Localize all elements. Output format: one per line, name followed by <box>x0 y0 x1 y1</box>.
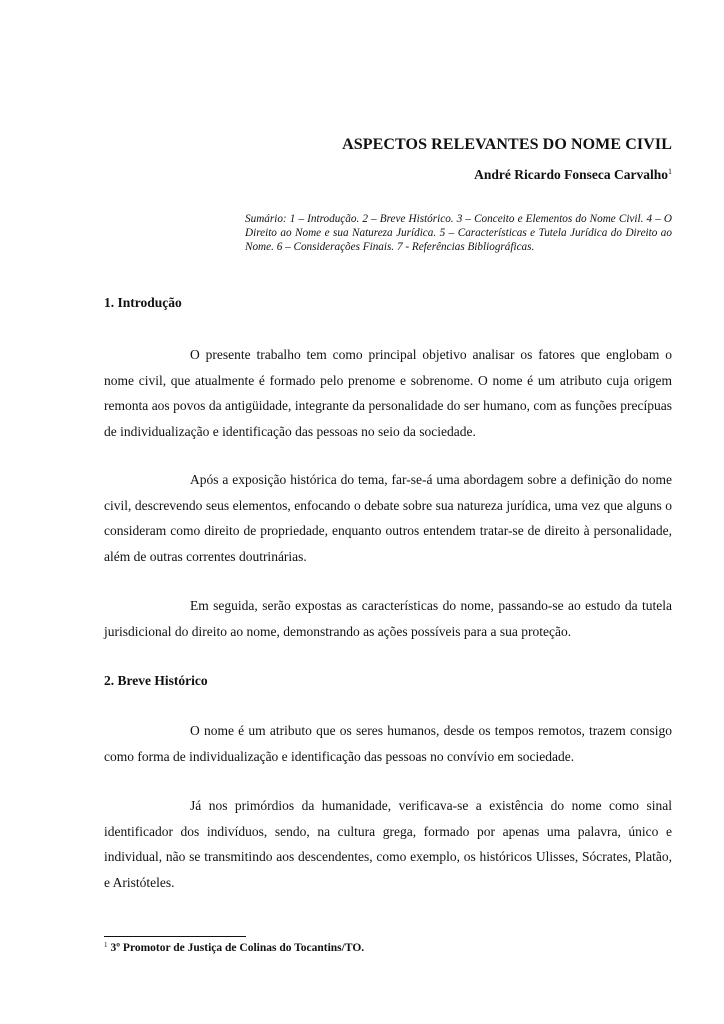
section-heading-breve-historico: 2. Breve Histórico <box>104 673 208 688</box>
author-name: André Ricardo Fonseca Carvalho <box>474 167 668 182</box>
author-line <box>104 167 672 183</box>
footnote-text: 3º Promotor de Justiça de Colinas do Tocantins/TO. <box>110 942 365 954</box>
footnote-divider <box>104 936 246 937</box>
document-title: ASPECTOS RELEVANTES DO NOME CIVIL <box>342 136 672 153</box>
section-heading-introducao: 1. Introdução <box>104 295 182 310</box>
summary-text: Sumário: 1 – Introdução. 2 – Breve Histórico. 3 – Conceito e Elementos do Nome Civil. 4 – O Direito ao Nome e sua Natureza Jurídica. 5 – Características e Tutela Jurídica do Direito ao Nome. 6 – Considerações Finais. 7 - Referências Bibliográficas. <box>245 213 672 254</box>
footnote <box>104 941 364 954</box>
paragraph: O presente trabalho tem como principal objetivo analisar os fatores que englobam o nome civil, que atualmente é formado pelo prenome e sobrenome. O nome é um atributo cuja origem remonta aos povos da antigüidade, integrante da personalidade do ser humano, com as funções precípuas de individualização e identificação das pessoas no seio da sociedade. <box>104 347 672 439</box>
author-footnote-marker: 1 <box>668 167 672 176</box>
footnote-marker: 1 <box>104 941 108 949</box>
paragraph: Após a exposição histórica do tema, far-se-á uma abordagem sobre a definição do nome civil, descrevendo seus elementos, enfocando o debate sobre sua natureza jurídica, uma vez que alguns o consideram como direito de propriedade, enquanto outros entendem tratar-se de direito à personalidade, além de outras correntes doutrinárias. <box>104 472 672 564</box>
paragraph: Já nos primórdios da humanidade, verificava-se a existência do nome como sinal identificador dos indivíduos, sendo, na cultura grega, formado por apenas uma palavra, único e individual, não se transmitindo aos descendentes, como exemplo, os históricos Ulisses, Sócrates, Platão, e Aristóteles. <box>104 798 672 890</box>
paragraph: O nome é um atributo que os seres humanos, desde os tempos remotos, trazem consigo como forma de individualização e identificação das pessoas no convívio em sociedade. <box>104 723 672 764</box>
paragraph: Em seguida, serão expostas as características do nome, passando-se ao estudo da tutela jurisdicional do direito ao nome, demonstrando as ações possíveis para a sua proteção. <box>104 598 672 639</box>
